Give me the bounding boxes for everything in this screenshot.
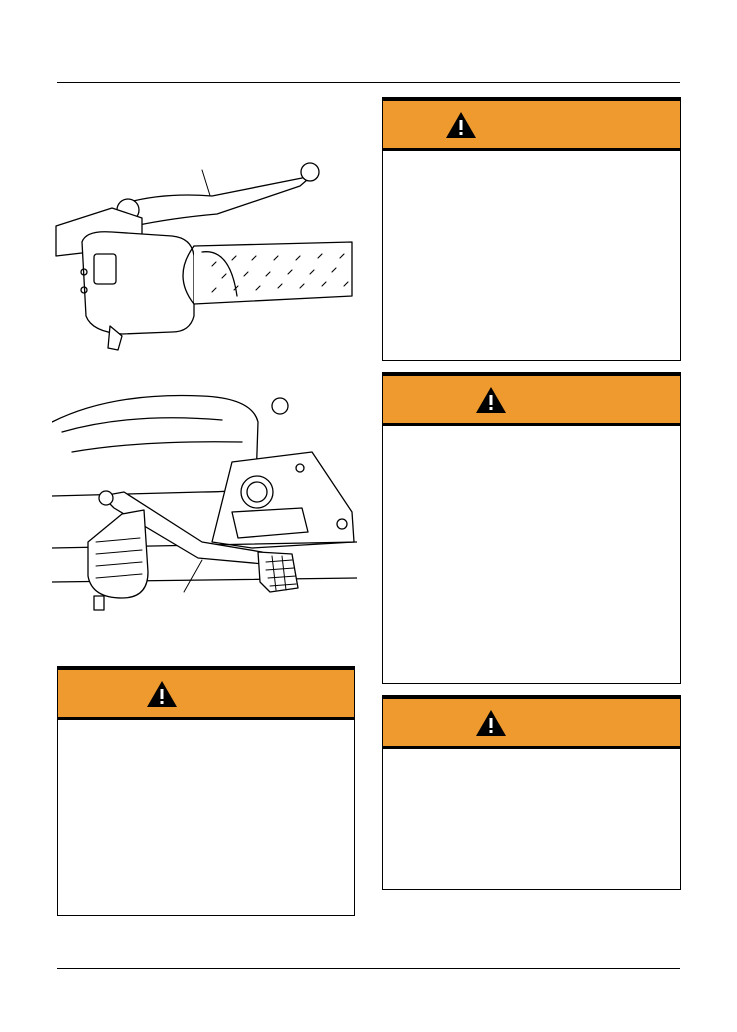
- warning-header: [383, 373, 680, 426]
- warning-header: [383, 696, 680, 749]
- footer-rule: [57, 968, 680, 969]
- warning-box: [382, 97, 681, 361]
- warning-triangle-icon: [475, 709, 507, 737]
- warning-box: [382, 372, 681, 684]
- warning-header: [58, 667, 354, 720]
- warning-triangle-icon: [475, 386, 507, 414]
- front-brake-lever-illustration: [52, 156, 357, 356]
- gear-shift-pedal-illustration: [52, 392, 357, 624]
- header-rule: [57, 82, 680, 83]
- warning-triangle-icon: [445, 111, 477, 139]
- warning-box: [382, 695, 681, 890]
- warning-box: [57, 666, 355, 916]
- warning-triangle-icon: [146, 680, 178, 708]
- warning-header: [383, 98, 680, 151]
